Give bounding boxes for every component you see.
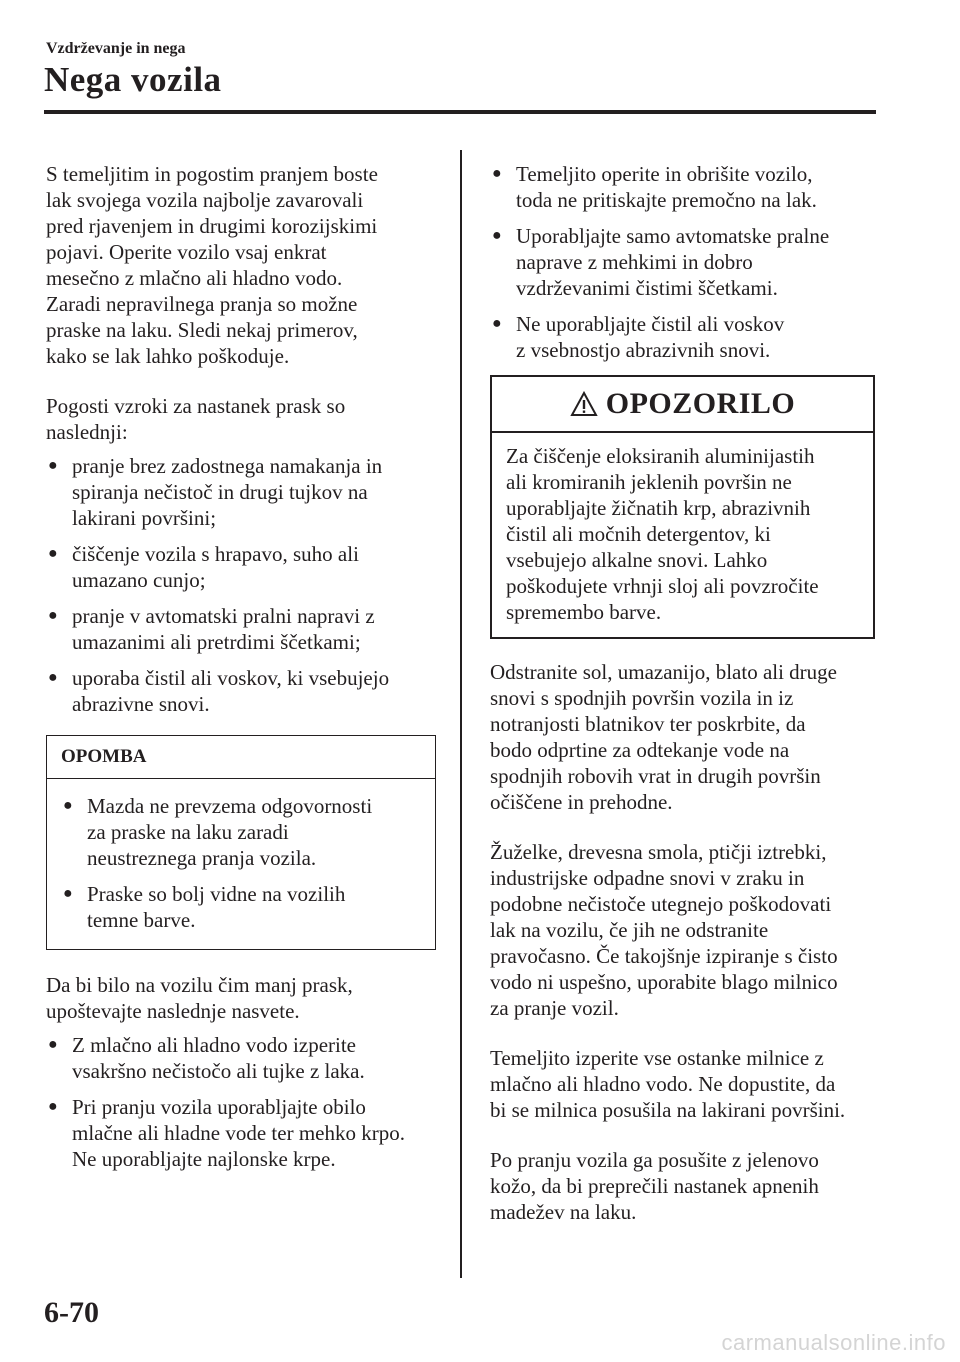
- bullet-dot-icon: ●: [48, 457, 58, 474]
- bullet-dot-icon: ●: [48, 1098, 58, 1115]
- intro-paragraph: S temeljitim in pogostim pranjem boste lak svojega vozila najbolje zavarovali pred rjavenjem in drugimi korozijskimi pojavi. Operite vozilo vsaj enkrat mesečno z mlačno ali hladno vodo. Zaradi nepravilnega pranja so možne praske na laku. Sledi nekaj primerov, kako se lak lahko poškoduje.: [46, 162, 378, 368]
- page-number: 6-70: [44, 1296, 99, 1329]
- column-divider: [460, 150, 462, 1278]
- note-list: [61, 793, 423, 933]
- paragraph-drying: Po pranju vozila ga posušite z jelenovo kožo, da bi preprečili nastanek apnenih madežev na laku.: [490, 1148, 819, 1224]
- bullet-dot-icon: ●: [48, 669, 58, 686]
- title-rule: [44, 110, 876, 114]
- bullet-dot-icon: ●: [492, 165, 502, 182]
- causes-list: [46, 453, 436, 717]
- right-column: [490, 161, 880, 1249]
- bullet-dot-icon: ●: [63, 885, 73, 902]
- note-heading: OPOMBA: [47, 736, 435, 779]
- bullet-dot-icon: ●: [48, 545, 58, 562]
- list-item: ● Temeljito operite in obrišite vozilo, toda ne pritiskajte premočno na lak.: [492, 162, 817, 212]
- bullet-dot-icon: ●: [492, 315, 502, 332]
- page-title: Nega vozila: [44, 60, 222, 99]
- list-item: ● pranje brez zadostnega namakanja in spiranja nečistoč in drugi tujkov na lakirani površini;: [48, 454, 383, 530]
- advice-intro: Da bi bilo na vozilu čim manj prask, upoštevajte naslednje nasvete.: [46, 973, 353, 1023]
- list-item: ● Z mlačno ali hladno vodo izperite vsakršno nečistočo ali tujke z laka.: [48, 1033, 365, 1083]
- warning-text: Za čiščenje eloksiranih aluminijastih ali kromiranih jeklenih površin ne uporabljajte žičnatih krp, abrazivnih čistil ali močnih detergentov, ki vsebujejo alkalne snovi. Lahko poškodujete vrhnji sloj ali povzročite spremembo barve.: [506, 444, 819, 624]
- section-label: Vzdrževanje in nega: [46, 40, 186, 57]
- list-item: ● Uporabljajte samo avtomatske pralne naprave z mehkimi in dobro vzdrževanimi čistimi ščetkami.: [492, 224, 830, 300]
- list-item: ● uporaba čistil ali voskov, ki vsebujejo abrazivne snovi.: [48, 666, 390, 716]
- warning-box: [490, 375, 875, 639]
- list-item: ● čiščenje vozila s hrapavo, suho ali umazano cunjo;: [48, 542, 359, 592]
- washing-tips-list: [490, 161, 880, 363]
- warning-triangle-icon: [570, 391, 598, 417]
- list-item: ● Ne uporabljajte čistil ali voskov z vsebnostjo abrazivnih snovi.: [492, 312, 785, 362]
- note-box: [46, 735, 436, 950]
- list-item: ● Mazda ne prevzema odgovornosti za praske na laku zaradi neustreznega pranja vozila.: [63, 794, 373, 870]
- bullet-dot-icon: ●: [48, 1036, 58, 1053]
- advice-list: [46, 1032, 436, 1172]
- left-column: [46, 161, 436, 1182]
- list-item: ● pranje v avtomatski pralni napravi z umazanimi ali pretrdimi ščetkami;: [48, 604, 375, 654]
- warning-heading: OPOZORILO: [605, 387, 796, 420]
- bullet-dot-icon: ●: [63, 797, 73, 814]
- list-item: ● Pri pranju vozila uporabljajte obilo mlačne ali hladne vode ter mehko krpo. Ne uporabljajte najlonske krpe.: [48, 1095, 405, 1171]
- bullet-dot-icon: ●: [492, 227, 502, 244]
- bullet-dot-icon: ●: [48, 607, 58, 624]
- causes-intro: Pogosti vzroki za nastanek prask so naslednji:: [46, 394, 346, 444]
- watermark[interactable]: carmanualsonline.info: [721, 1330, 946, 1355]
- list-item: ● Praske so bolj vidne na vozilih temne barve.: [63, 882, 346, 932]
- paragraph-contaminants: Žuželke, drevesna smola, ptičji iztrebki, industrijske odpadne snovi v zraku in podobne nečistoče utegnejo poškodovati lak na vozilu, če jih ne odstranite pravočasno. Če takojšnje izpiranje s čisto vodo ni uspešno, uporabite blago milnico za pranje vozil.: [490, 840, 838, 1020]
- paragraph-underbody: Odstranite sol, umazanijo, blato ali druge snovi s spodnjih površin vozila in iz notranjosti blatnikov ter poskrbite, da bodo odprtine za odtekanje vode na spodnjih robovih vrat in drugih površin očiščene in prehodne.: [490, 660, 837, 814]
- paragraph-rinse: Temeljito izperite vse ostanke milnice z mlačno ali hladno vodo. Ne dopustite, da bi se milnica posušila na lakirani površini.: [490, 1046, 846, 1122]
